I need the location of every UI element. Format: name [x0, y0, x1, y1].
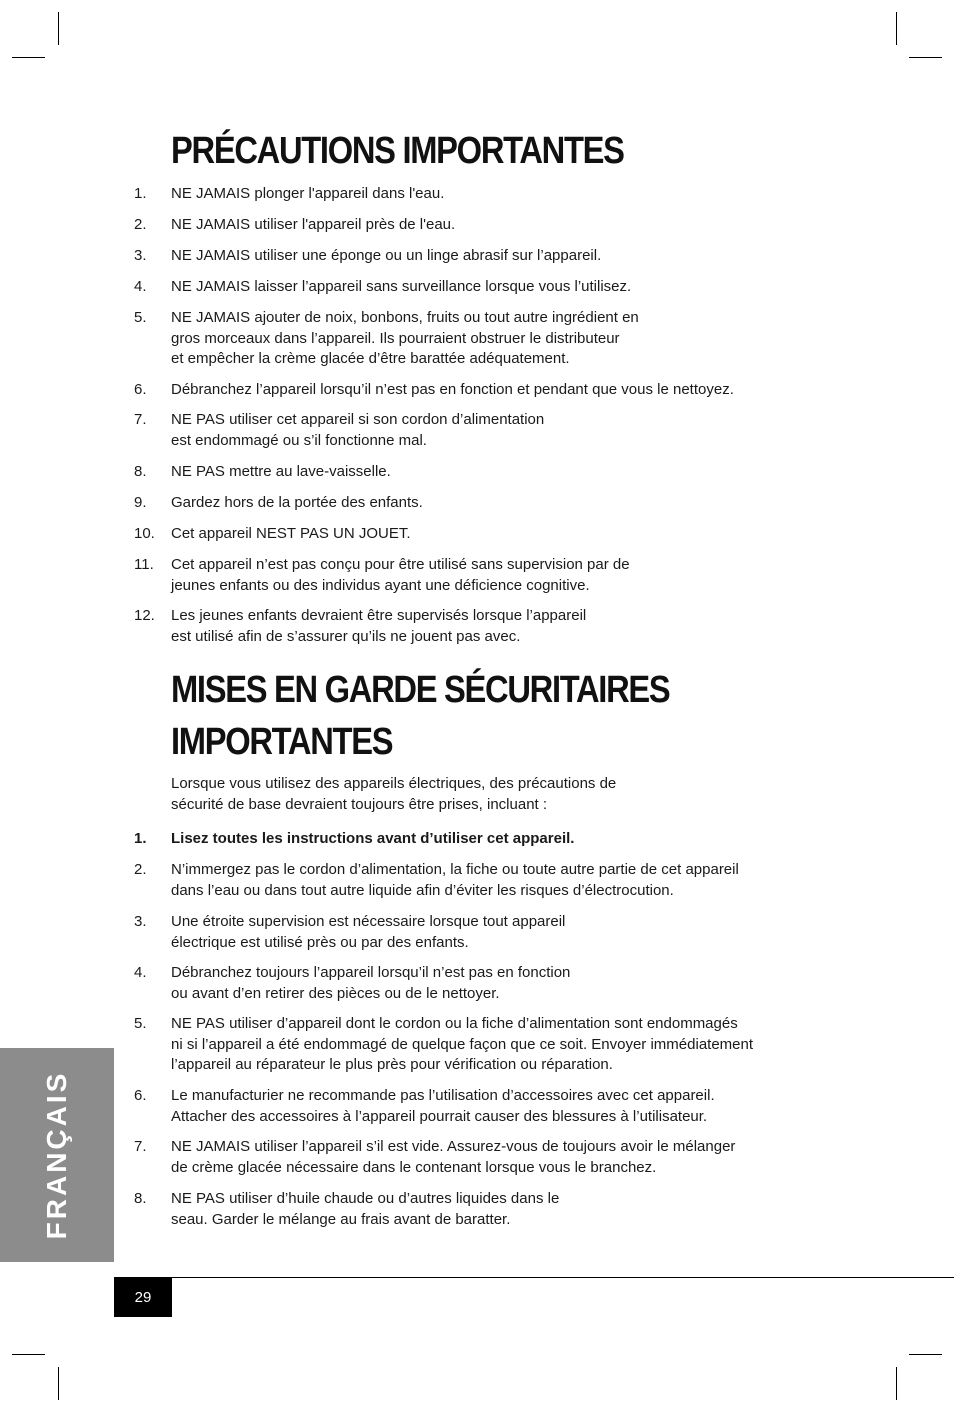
- list-text: Débranchez l’appareil lorsqu’il n’est pas en fonction et pendant que vous le nettoyez.: [171, 381, 734, 398]
- crop-mark: [58, 1367, 59, 1400]
- list-number: 2.: [134, 216, 147, 233]
- list-number: 8.: [134, 463, 147, 480]
- crop-mark: [896, 12, 897, 45]
- list-number: 7.: [134, 411, 147, 428]
- crop-mark: [909, 1354, 942, 1355]
- safeguards-title-line1: MISES EN GARDE SÉCURITAIRES: [171, 669, 670, 711]
- list-number: 3.: [134, 913, 147, 930]
- list-text: NE JAMAIS utiliser l'appareil près de l'eau.: [171, 216, 456, 233]
- list-text: Lisez toutes les instructions avant d’utiliser cet appareil.: [171, 830, 575, 847]
- list-text: Une étroite supervision est nécessaire lorsque tout appareil électrique est utilisé près ou par des enfants.: [171, 913, 566, 951]
- crop-mark: [58, 12, 59, 45]
- list-number: 8.: [134, 1190, 147, 1207]
- page-number: 29: [114, 1278, 172, 1317]
- list-number: 7.: [134, 1138, 147, 1155]
- crop-mark: [12, 57, 45, 58]
- footer-rule: [114, 1277, 954, 1278]
- list-text: N’immergez pas le cordon d’alimentation, la fiche ou toute autre partie de cet appareil dans l’eau ou dans tout autre liquide afin d’éviter les risques d’électrocution.: [171, 861, 739, 899]
- list-text: Cet appareil n’est pas conçu pour être utilisé sans supervision par de jeunes enfants ou des individus ayant une déficience cognitive.: [171, 556, 630, 594]
- list-text: Cet appareil NEST PAS UN JOUET.: [171, 525, 411, 542]
- list-number: 5.: [134, 1015, 147, 1032]
- list-text: NE PAS utiliser d’huile chaude ou d’autres liquides dans le seau. Garder le mélange au frais avant de baratter.: [171, 1190, 560, 1228]
- list-text: NE JAMAIS utiliser l’appareil s’il est vide. Assurez-vous de toujours avoir le mélanger de crème glacée nécessaire dans le contenant lorsque vous le branchez.: [171, 1138, 736, 1176]
- crop-mark: [12, 1354, 45, 1355]
- language-tab-label: FRANÇAIS: [41, 1070, 72, 1240]
- list-number: 1.: [134, 185, 147, 202]
- list-number: 6.: [134, 381, 147, 398]
- list-text: NE JAMAIS laisser l’appareil sans surveillance lorsque vous l’utilisez.: [171, 278, 632, 295]
- crop-mark: [896, 1367, 897, 1400]
- list-number: 9.: [134, 494, 147, 511]
- list-text: NE JAMAIS plonger l'appareil dans l'eau.: [171, 185, 445, 202]
- list-number: 5.: [134, 309, 147, 326]
- list-number: 4.: [134, 278, 147, 295]
- safeguards-title-line2: IMPORTANTES: [171, 721, 393, 763]
- list-number: 6.: [134, 1087, 147, 1104]
- list-text: NE JAMAIS utiliser une éponge ou un linge abrasif sur l’appareil.: [171, 247, 602, 264]
- precautions-title: PRÉCAUTIONS IMPORTANTES: [171, 130, 624, 172]
- list-number: 11.: [134, 556, 154, 573]
- list-text: Le manufacturier ne recommande pas l’utilisation d’accessoires avec cet appareil. Attacher des accessoires à l’appareil pourrait causer des blessures à l’utilisateur.: [171, 1087, 715, 1125]
- list-text: NE PAS utiliser cet appareil si son cordon d’alimentation est endommagé ou s’il fonctionne mal.: [171, 411, 545, 449]
- list-text: Les jeunes enfants devraient être supervisés lorsque l’appareil est utilisé afin de s’assurer qu’ils ne jouent pas avec.: [171, 607, 587, 645]
- list-text: Gardez hors de la portée des enfants.: [171, 494, 423, 511]
- safeguards-intro: Lorsque vous utilisez des appareils électriques, des précautions de sécurité de base devraient toujours être prises, incluant :: [171, 775, 617, 813]
- list-text: Débranchez toujours l’appareil lorsqu’il n’est pas en fonction ou avant d’en retirer des pièces ou de le nettoyer.: [171, 964, 571, 1002]
- list-number: 10.: [134, 525, 155, 542]
- list-text: NE JAMAIS ajouter de noix, bonbons, fruits ou tout autre ingrédient en gros morceaux dans l’appareil. Ils pourraient obstruer le distributeur et empêcher la crème glacée d’être barattée adéquatement.: [171, 309, 639, 367]
- list-text: NE PAS utiliser d’appareil dont le cordon ou la fiche d’alimentation sont endommagés ni si l’appareil a été endommagé de quelque façon que ce soit. Envoyer immédiatement l’appareil au réparateur le plus près pour vérification ou réparation.: [171, 1015, 754, 1073]
- language-tab: [0, 1048, 114, 1262]
- list-text: NE PAS mettre au lave-vaisselle.: [171, 463, 391, 480]
- list-number: 12.: [134, 607, 155, 624]
- crop-mark: [909, 57, 942, 58]
- list-number: 4.: [134, 964, 147, 981]
- list-number: 3.: [134, 247, 147, 264]
- list-number: 1.: [134, 830, 147, 847]
- list-number: 2.: [134, 861, 147, 878]
